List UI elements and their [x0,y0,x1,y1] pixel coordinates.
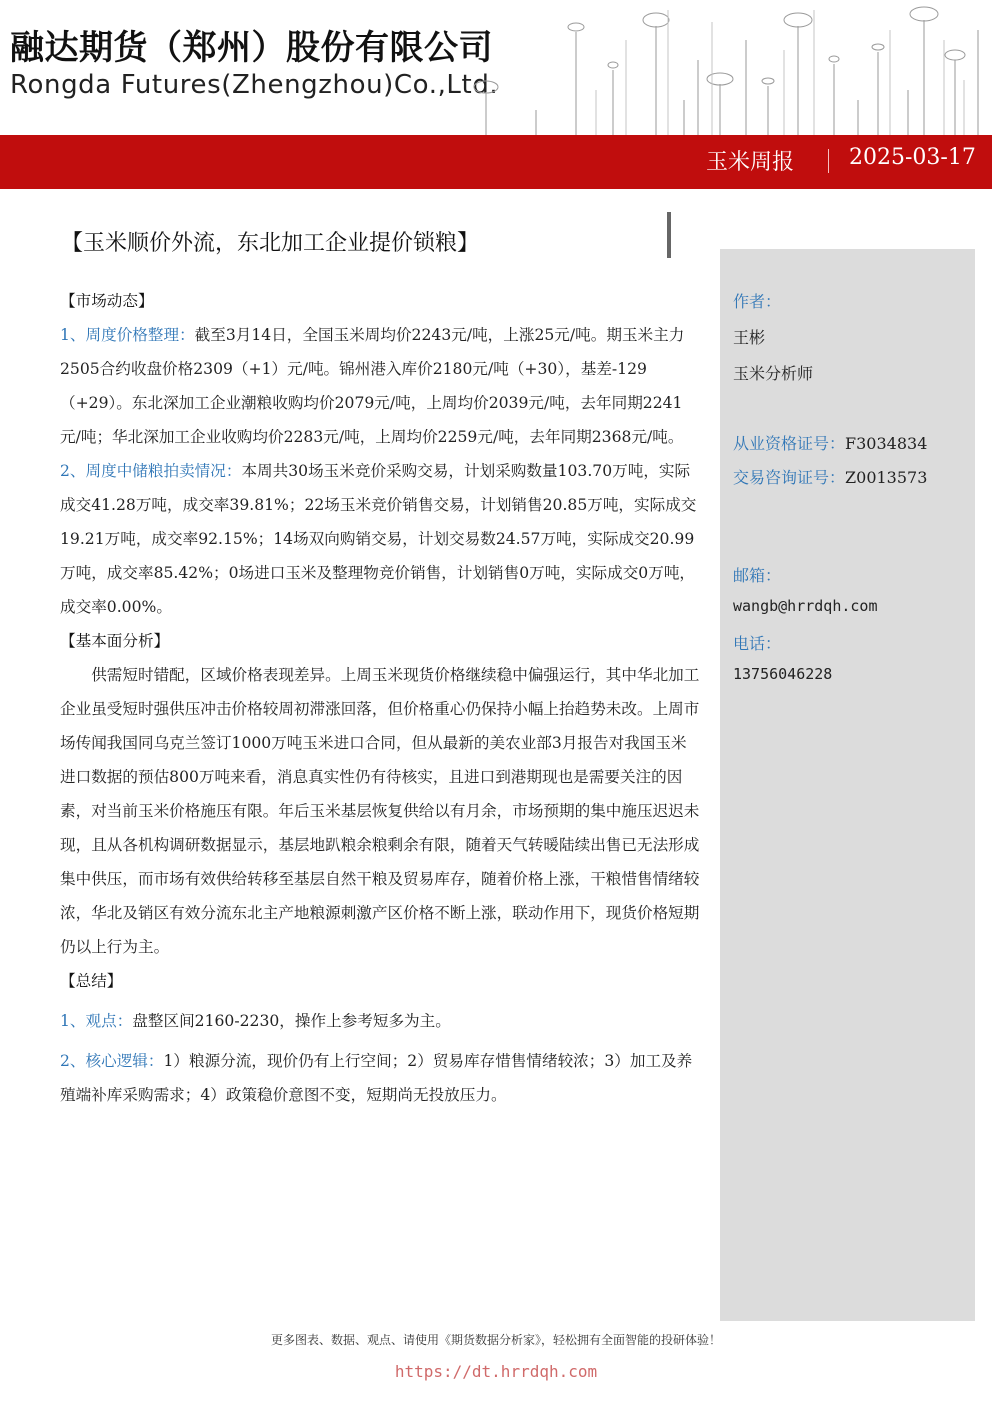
author-label: 作者： [733,292,782,311]
author-name: 王彬 [733,328,766,347]
phone-value: 13756046228 [733,665,833,683]
fundamental-section-title: 【基本面分析】 [60,632,170,650]
phone-label: 电话： [733,634,782,653]
report-type: 玉米周报 [705,150,794,175]
report-title-bar [0,135,992,189]
summary-item-logic [60,1044,702,1112]
qualification-line [733,431,927,454]
author-panel [720,249,975,1321]
summary-item-text: 1）粮源分流，现价仍有上行空间；2）贸易库存惜售情绪较浓；3）加工及养殖端补库采购需求；4）政策稳价意图不变，短期尚无投放压力。 [60,1052,693,1104]
consulting-value: Z0013573 [845,468,928,487]
report-body [60,284,702,1112]
market-item-label: 1、周度价格整理： [60,326,195,344]
title-bar-divider [828,149,829,173]
summary-item-label: 2、核心逻辑： [60,1052,164,1070]
company-name-cn: 融达期货（郑州）股份有限公司 [10,28,493,68]
fundamental-text: 供需短时错配，区域价格表现差异。上周玉米现货价格继续稳中偏强运行，其中华北加工企业虽受短时强供压冲击价格较周初滞涨回落，但价格重心仍保持小幅上抬趋势未改。上周市场传闻我国同乌克兰签订1000万吨玉米进口合同，但从最新的美农业部3月报告对我国玉米进口数据的预估800万吨来看，消息真实性仍有待核实，且进口到港期现也是需要关注的因素，对当前玉米价格施压有限。年后玉米基层恢复供给以有月余，市场预期的集中施压迟迟未现，且从各机构调研数据显示，基层地趴粮余粮剩余有限，随着天气转暖陆续出售已无法形成集中供压，而市场有效供给转移至基层自然干粮及贸易库存，随着价格上涨，干粮惜售情绪较浓，华北及销区有效分流东北主产地粮源刺激产区价格不断上涨，联动作用下，现货价格短期仍以上行为主。 [60,666,700,956]
report-date: 2025-03-17 [849,145,976,170]
market-item-label: 2、周度中储粮拍卖情况： [60,462,242,480]
summary-item-view [60,1004,702,1038]
author-title: 玉米分析师 [733,364,814,383]
market-item-text: 本周共30场玉米竞价采购交易，计划采购数量103.70万吨，实际成交41.28万吨，成交率39.81%；22场玉米竞价销售交易，计划销售20.85万吨，实际成交19.21万吨，成交率92.15%；14场双向购销交易，计划交易数24.57万吨，实际成交20.99万吨，成交率85.42%；0场进口玉米及整理物竞价销售，计划销售0万吨，实际成交0万吨，成交率0.00%。 [60,462,697,616]
summary-item-label: 1、观点： [60,1012,133,1030]
page-header [0,0,992,135]
summary-item-text: 盘整区间2160-2230，操作上参考短多为主。 [132,1012,451,1030]
email-label: 邮箱： [733,566,782,585]
headline-accent-bar [667,212,671,258]
summary-section-title: 【总结】 [60,972,123,990]
market-item-text: 截至3月14日，全国玉米周均价2243元/吨，上涨25元/吨。期玉米主力2505合约收盘价格2309（+1）元/吨。锦州港入库价2180元/吨（+30），基差-129（+29）。东北深加工企业潮粮收购均价2079元/吨，上周均价2039元/吨，去年同期2241元/吨；华北深加工企业收购均价2283元/吨，上周均价2259元/吨，去年同期2368元/吨。 [60,326,685,446]
qualification-label: 从业资格证号： [733,434,846,453]
market-section-title: 【市场动态】 [60,292,154,310]
company-name-en: Rongda Futures(Zhengzhou)Co.,Ltd. [10,70,499,100]
consulting-label: 交易咨询证号： [733,468,846,487]
headline: 【玉米顺价外流，东北加工企业提价锁粮】 [61,231,480,256]
footer-link[interactable]: https://dt.hrrdqh.com [394,1362,598,1381]
decorative-lollipop-graphic [458,0,992,135]
qualification-value: F3034834 [845,434,928,453]
footer-note: 更多图表、数据、观点、请使用《期货数据分析家》，轻松拥有全面智能的投研体验！ [270,1333,721,1347]
consulting-line [733,465,927,488]
email-value: wangb@hrrdqh.com [733,597,878,615]
market-item-auction [60,454,702,624]
market-item-price [60,318,702,454]
